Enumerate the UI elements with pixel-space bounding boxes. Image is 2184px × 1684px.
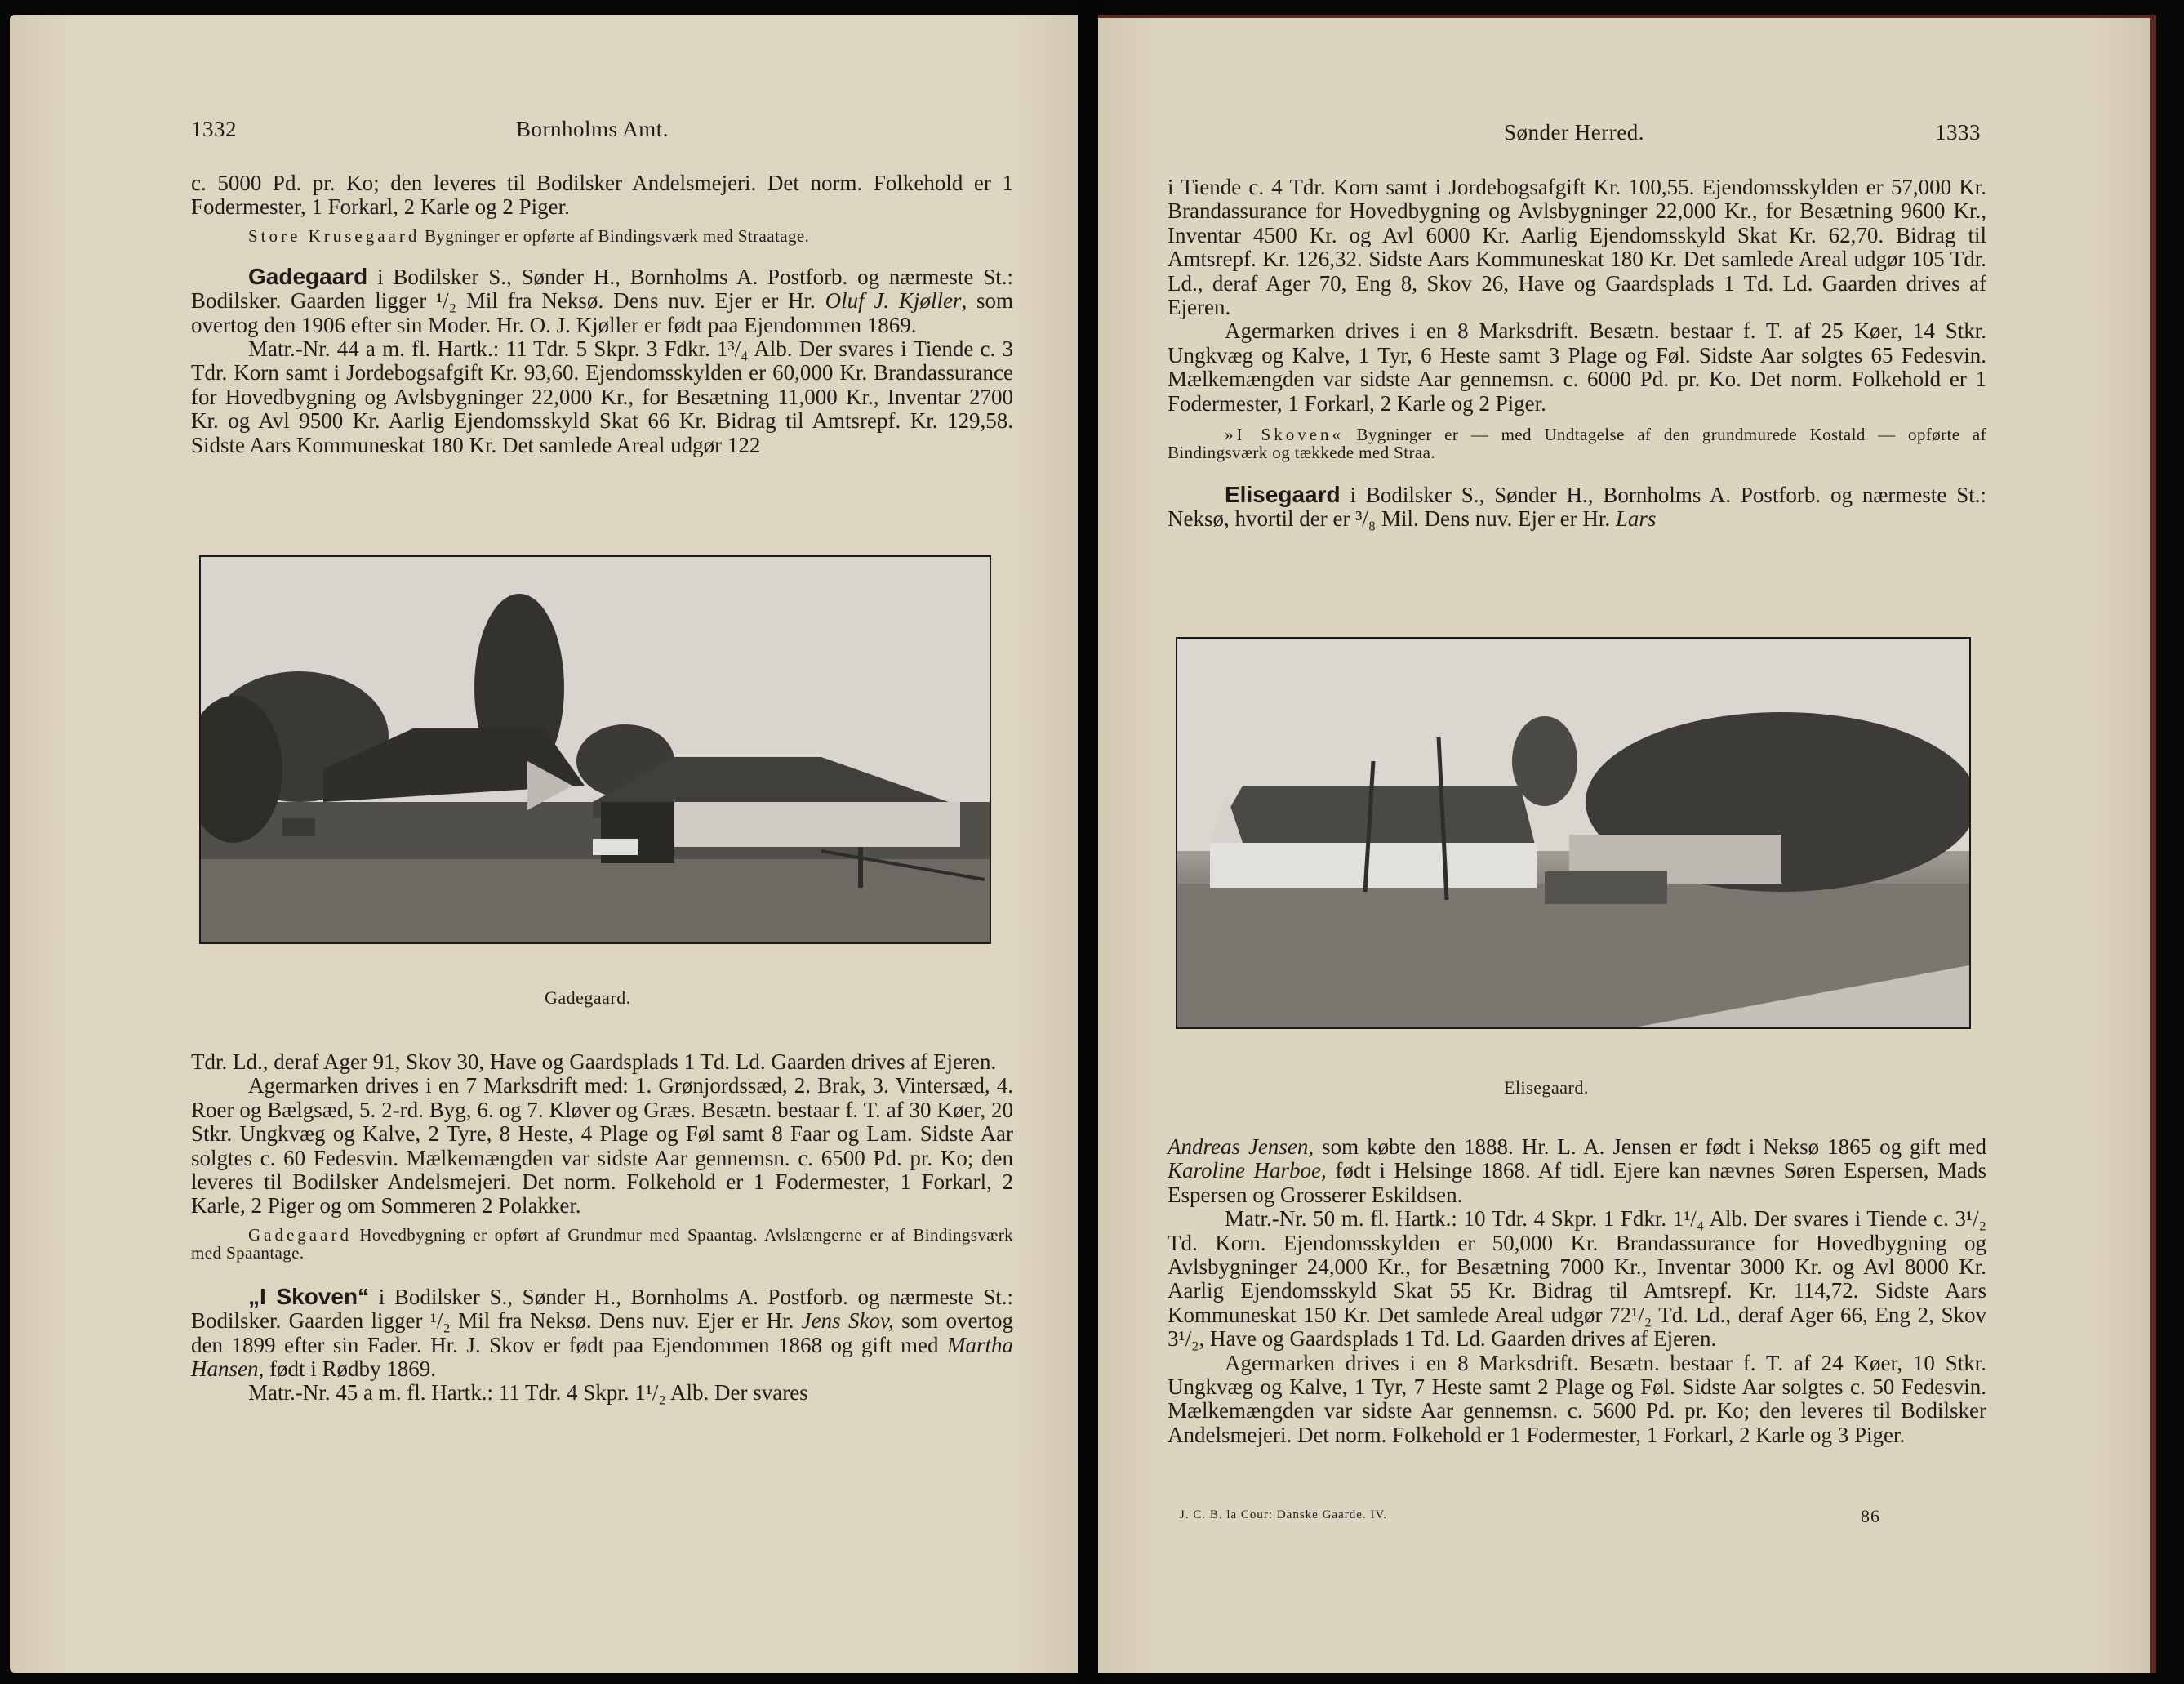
spouse-name: Martha Hansen, — [191, 1332, 1013, 1382]
farm-title: Elisegaard — [1225, 482, 1341, 508]
footer-citation: J. C. B. la Cour: Danske Gaarde. IV. — [1180, 1508, 1388, 1521]
page-number-right: 1333 — [1935, 120, 1981, 145]
note-farm-name: »I Skoven« — [1225, 425, 1345, 445]
owner-name: Andreas Jensen, — [1168, 1134, 1314, 1159]
left-page — [10, 15, 1078, 1673]
note-text: Bygninger er opførte af Bindingsværk med Straatage. — [420, 225, 810, 246]
entry-text: i Bodilsker S., Sønder H., Bornholms A. Postforb. og nærmeste St.: Neksø, hvortil der er — [1168, 483, 1986, 532]
farm-entry-i-skoven — [191, 1285, 1013, 1382]
paragraph: Agermarken drives i en 8 Marksdrift. Besætn. bestaar f. T. af 24 Køer, 10 Stkr. Ungkvæg og Kalve, 1 Tyr, 7 Heste samt 2 Plage og Føl. Sidste Aar solgtes c. 50 Fedesvin. Mælkemængden var sidste Aar gennemsn. c. 5600 Pd. pr. Ko; den leveres til Bodilsker Andelsmejeri. Det norm. Folkehold er 1 Fodermester, 1 Forkarl, 2 Karle og 3 Piger. — [1168, 1350, 1986, 1447]
right-top-text — [1168, 176, 1986, 532]
paragraph: Matr.-Nr. 50 m. fl. Hartk.: 10 Tdr. 4 Skpr. 1 Fdkr. 1¹/₄ Alb. Der svares i Tiende c. 3¹/₂ Td. Korn. Ejendomsskylden er 50,000 Kr. Brandassurance for Hovedbygning og Avlsbygninger 24,000 Kr., for Besætning 7000 Kr., Inventar 3000 Kr. og Avl 8000 Kr. Aarlig Ejendomsskyld Skat 55 Kr. Bidrag til Amtsrepf. Kr. 114,72. Sidste Aars Kommuneskat 150 Kr. Det samlede Areal udgør 72¹/₂ Td. Ld., deraf Ager 66, Eng 2, Skov 3¹/₂, Have og Gaardsplads 1 Td. Ld. Gaarden drives af Ejeren. — [1168, 1206, 1986, 1352]
building-note — [1168, 425, 1986, 461]
entry-text: Mil fra Neksø. Dens nuv. Ejer er Hr. — [450, 1308, 802, 1334]
owner-name: Jens Skov, — [801, 1308, 894, 1334]
entry-text: som købte den 1888. Hr. L. A. Jensen er født i Neksø 1865 og gift med — [1314, 1134, 1986, 1159]
running-head-left: Bornholms Amt. — [516, 117, 669, 141]
fraction: ¹/₂ — [436, 288, 457, 314]
farm-photo-illustration — [1177, 639, 1969, 1027]
paragraph: c. 5000 Pd. pr. Ko; den leveres til Bodilsker Andelsmejeri. Det norm. Folkehold er 1 Fodermester, 1 Forkarl, 2 Karle og 2 Piger. — [191, 171, 1013, 220]
photo-gadegaard — [199, 555, 991, 944]
entry-text: i Bodilsker S., Sønder H., Bornholms A. Postforb. og nærmeste St.: Bodilsker. Gaarden ligger — [191, 264, 1013, 314]
entry-text: Mil fra Neksø. Dens nuv. Ejer er Hr. — [456, 288, 825, 314]
note-farm-name: Gadegaard — [248, 1224, 352, 1245]
paragraph: i Tiende c. 4 Tdr. Korn samt i Jordebogsafgift Kr. 100,55. Ejendomsskylden er 57,000 Kr. Brandassurance for Hovedbygning og Avlsbygninger 22,000 Kr., for Besætning 9600 Kr., Inventar 4500 Kr. og Avl 6000 Kr. Aarlig Ejendomsskyld Skat Kr. 62,70. Bidrag til Amtsrepf. Kr. 126,32. Sidste Aars Kommuneskat 180 Kr. Det samlede Areal udgør 105 Tdr. Ld., deraf Ager 70, Eng 8, Skov 26, Have og Gaardsplads 1 Td. Ld. Gaarden drives af Ejeren. — [1168, 175, 1986, 320]
paragraph: Tdr. Ld., deraf Ager 91, Skov 30, Have og Gaardsplads 1 Td. Ld. Gaarden drives af Ejeren. — [191, 1049, 997, 1074]
photo-caption: Elisegaard. — [1504, 1077, 1589, 1098]
paragraph: Agermarken drives i en 8 Marksdrift. Besætn. bestaar f. T. af 25 Køer, 14 Stkr. Ungkvæg og Kalve, 1 Tyr, 6 Heste samt 3 Plage og Føl. Sidste Aar solgtes 65 Fedesvin. Mælkemængden var sidste Aar gennemsn. c. 6000 Pd. pr. Ko. Det norm. Folkehold er 1 Fodermester, 1 Forkarl, 2 Karle og 2 Piger. — [1168, 319, 1986, 416]
fraction: ¹/₂ — [429, 1308, 451, 1334]
farm-photo-illustration — [201, 557, 990, 942]
note-farm-name: Store Krusegaard — [248, 225, 420, 246]
farm-entry-gadegaard — [191, 265, 1013, 337]
right-bottom-text — [1168, 1135, 1986, 1447]
photo-caption: Gadegaard. — [545, 987, 631, 1008]
owner-name: Oluf J. Kjøller — [825, 288, 962, 314]
book-gutter — [1078, 0, 1098, 1684]
farm-title: Gadegaard — [248, 263, 368, 289]
entry-text: født i Rødby 1869. — [264, 1357, 437, 1382]
building-note — [191, 1226, 1013, 1262]
farm-title: „I Skoven“ — [248, 1283, 370, 1309]
building-note — [191, 227, 1013, 245]
note-text: Bygninger er — med Undtagelse af den grundmurede Kostald — opførte af Bindingsværk og tækkede med Straa. — [1168, 425, 1986, 463]
farm-entry-elisegaard — [1168, 483, 1986, 532]
running-head-right: Sønder Herred. — [1504, 120, 1644, 145]
paragraph: Agermarken drives i en 7 Marksdrift med: 1. Grønjordssæd, 2. Brak, 3. Vintersæd, 4. Roer og Bælgsæd, 5. 2-rd. Byg, 6. og 7. Kløver og Græs. Besætn. bestaar f. T. af 30 Køer, 20 Stkr. Ungkvæg og Kalve, 2 Tyre, 8 Heste, 4 Plage og Føl samt 8 Faar og Lam. Sidste Aar solgtes c. 60 Fedesvin. Mælkemængden var sidste Aar gennemsn. c. 6500 Pd. pr. Ko; den leveres til Bodilsker Andelsmejeri. Det norm. Folkehold er 1 Fodermester, 1 Forkarl, 2 Karle, 2 Piger og om Sommeren 2 Polakker. — [191, 1073, 1013, 1218]
paragraph — [1168, 1135, 1986, 1207]
left-bottom-text — [191, 1050, 1013, 1406]
paragraph: Matr.-Nr. 44 a m. fl. Hartk.: 11 Tdr. 5 Skpr. 3 Fdkr. 1³/₄ Alb. Der svares i Tiende c. 3 Tdr. Korn samt i Jordebogsafgift Kr. 93,60. Ejendomsskylden er 60,000 Kr. Brandassurance for Hovedbygning og Avlsbygninger 22,000 Kr., for Besætning 11,000 Kr., Inventar 2700 Kr. og Avl 9500 Kr. Aarlig Ejendomsskyld Skat 66 Kr. Bidrag til Amtsrepf. Kr. 129,58. Sidste Aars Kommuneskat 180 Kr. Det samlede Areal udgør 122 — [191, 336, 1013, 457]
spouse-name: Karoline Harboe, — [1168, 1158, 1327, 1183]
paragraph: Matr.-Nr. 45 a m. fl. Hartk.: 11 Tdr. 4 Skpr. 1¹/₂ Alb. Der svares — [248, 1380, 808, 1406]
page-number-left: 1332 — [191, 117, 237, 141]
right-page — [1098, 15, 2156, 1673]
left-top-text — [191, 172, 1013, 457]
note-text: Hovedbygning er opført af Grundmur med Spaantag. Avlslængerne er af Bindingsværk med Spaantage. — [191, 1224, 1013, 1263]
entry-text: i Bodilsker S., Sønder H., Bornholms A. Postforb. og nærmeste St.: Bodilsker. Gaarden ligger — [191, 1284, 1013, 1334]
entry-text: , som overtog den 1906 efter sin Moder. Hr. O. J. Kjøller er født paa Ejendommen 1869. — [191, 288, 1013, 337]
fraction: ³/₈ — [1355, 506, 1377, 532]
signature-number: 86 — [1861, 1506, 1880, 1526]
owner-name: Lars — [1615, 506, 1657, 532]
entry-text: Mil. Dens nuv. Ejer er Hr. — [1376, 506, 1616, 532]
photo-elisegaard — [1176, 637, 1971, 1029]
entry-text: som overtog den 1899 efter sin Fader. Hr. J. Skov er født paa Ejendommen 1868 og gift med — [191, 1308, 1013, 1357]
entry-text: født i Helsinge 1868. Af tidl. Ejere kan nævnes Søren Espersen, Mads Espersen og Grosserer Eskildsen. — [1168, 1158, 1986, 1207]
